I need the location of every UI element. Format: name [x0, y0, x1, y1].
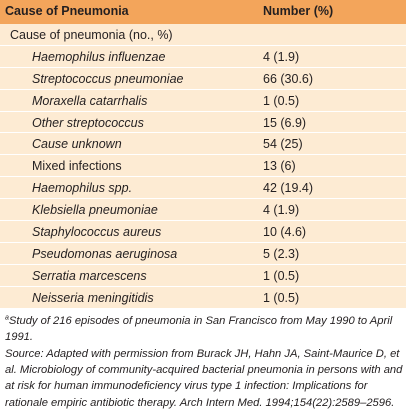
header-cause-of-pneumonia: Cause of Pneumonia: [5, 4, 129, 18]
row-cause-label: Other streptococcus: [32, 115, 144, 130]
table-row: [0, 68, 406, 90]
row-number-value: 1 (0.5): [263, 268, 300, 283]
footnote-marker: a: [5, 314, 9, 322]
table-row: [0, 243, 406, 265]
row-cause-label: Klebsiella pneumoniae: [32, 203, 158, 218]
row-number-value: 4 (1.9): [263, 49, 300, 64]
footnote-source: Source: Adapted with permission from Burack JH, Hahn JA, Saint-Maurice D, et al. Microbiology of community-acquired bacterial pneumonia in persons with and at risk for human immunodeficiency virus type 1 infection: Implications for rationale empiric antibiotic therapy. Arch Intern Med. 1994;154(22):2589–2596.: [5, 348, 403, 409]
table-row: [0, 112, 406, 134]
table-row: [0, 287, 406, 309]
row-number-value: 54 (25): [263, 137, 303, 152]
table-row: [0, 90, 406, 112]
table-body: [0, 46, 406, 309]
row-cause-label: Serratia marcescens: [32, 268, 147, 283]
row-cause-label: Streptococcus pneumoniae: [32, 71, 184, 86]
table-row: [0, 265, 406, 287]
footnote-study: [5, 313, 403, 345]
row-cause-label: Mixed infections: [32, 159, 122, 174]
row-number-value: 15 (6.9): [263, 115, 307, 130]
row-number-value: 4 (1.9): [263, 203, 300, 218]
header-number-percent: Number (%): [263, 4, 334, 18]
row-number-value: 1 (0.5): [263, 93, 300, 108]
row-cause-label: Moraxella catarrhalis: [32, 93, 148, 108]
table-row: [0, 155, 406, 177]
row-number-value: 42 (19.4): [263, 181, 314, 196]
section-label: Cause of pneumonia (no., %): [10, 28, 173, 42]
row-cause-label: Pseudomonas aeruginosa: [32, 246, 178, 261]
row-cause-label: Haemophilus spp.: [32, 181, 133, 196]
table-header: [0, 0, 406, 24]
row-number-value: 5 (2.3): [263, 246, 300, 261]
row-cause-label: Staphylococcus aureus: [32, 225, 162, 240]
row-number-value: 1 (0.5): [263, 290, 300, 305]
row-cause-label: Cause unknown: [32, 137, 122, 152]
row-number-value: 10 (4.6): [263, 225, 307, 240]
table-row: [0, 46, 406, 68]
table-row: [0, 199, 406, 221]
row-number-value: 66 (30.6): [263, 71, 314, 86]
row-cause-label: Haemophilus influenzae: [32, 49, 166, 64]
row-number-value: 13 (6): [263, 159, 296, 174]
footnote-study-text: Study of 216 episodes of pneumonia in San Francisco from May 1990 to April 1991.: [5, 315, 393, 344]
table-row: [0, 133, 406, 155]
row-cause-label: Neisseria meningitidis: [32, 290, 154, 305]
table-row: [0, 221, 406, 243]
table-section-row: [0, 24, 406, 46]
table-row: [0, 177, 406, 199]
